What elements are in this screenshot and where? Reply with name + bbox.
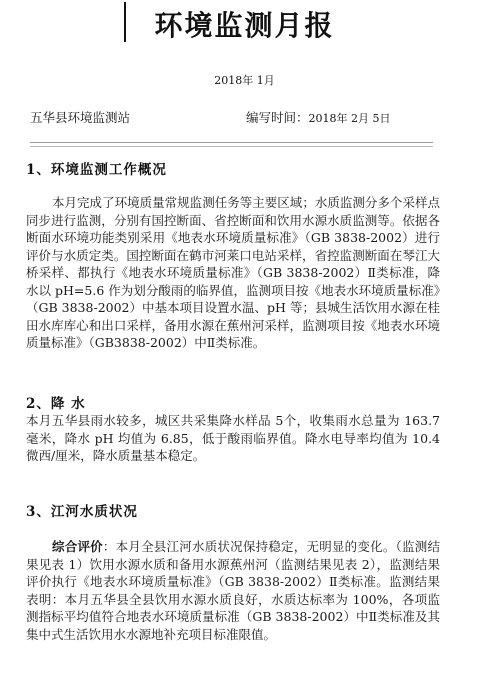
section-1-body: 本月完成了环境质量常规监测任务等主要区域；水质监测分多个采样点同步进行监测，分别有国控断面、省控断面和饮用水源水质监测等。依据各断面水环境功能类别采用《地表水环境质量标准》（GB 3838-2002）进行评价与水质定类。国控断面在鹤市河莱口电站采样，省控监测断面在琴江大桥采样、都执行《地表水环境质量标准》（GB 3838-2002）Ⅱ类标准，降水以 pH=5.6 作为划分酸雨的临界值，监测项目按《地表水环境质量标准》（GB 3838-2002）中基本项目设置水温、pH 等；县城生活饮用水源在桂田水库库心和出口采样，备用水源在蕉州河采样，监测项目按《地表水环境质量标准》（GB3838-2002）中Ⅱ类标准。 bbox=[26, 195, 440, 350]
section-3-text: ：本月全县江河水质状况保持稳定，无明显的变化。（监测结果见表 1）饮用水源水质和备用水源蕉州河（监测结果见表 2），监测结果评价执行《地表水环境质量标准》（GB 3838-2002）Ⅱ类标准。监测结果表明：本月五华县全县饮用水源水质良好，水质达标率为 100%，各项监测指标平均值符合地表水环境质量标准（GB 3838-2002）中Ⅱ类标准及其集中式生活饮用水水源地补充项目标准限值。 bbox=[26, 539, 440, 642]
header-rule-bottom bbox=[30, 146, 433, 147]
edit-time-value: 2018年 2月 5日 bbox=[308, 112, 391, 125]
report-title: 环境监测月报 bbox=[154, 9, 335, 42]
section-1-heading: 1、环境监测工作概况 bbox=[26, 162, 167, 178]
edit-time bbox=[246, 108, 391, 126]
text-cursor bbox=[124, 2, 126, 42]
section-3-heading: 3、江河水质状况 bbox=[26, 504, 138, 520]
section-2-heading: 2、降 水 bbox=[26, 396, 86, 412]
header-rule-top bbox=[30, 142, 433, 143]
section-2-body: 本月五华县雨水较多，城区共采集降水样品 5个，收集雨水总量为 163.7毫米，降水 pH 均值为 6.85，低于酸雨临界值。降水电导率均值为 10.4微西/厘米，降水质量基本稳定。 bbox=[26, 413, 440, 463]
edit-time-label: 编写时间： bbox=[246, 110, 309, 125]
issuing-unit: 五华县环境监测站 bbox=[30, 110, 131, 125]
report-month: 2018年 1月 bbox=[214, 74, 275, 87]
section-3-body bbox=[26, 538, 440, 643]
section-3-lead: 综合评价 bbox=[52, 539, 103, 554]
